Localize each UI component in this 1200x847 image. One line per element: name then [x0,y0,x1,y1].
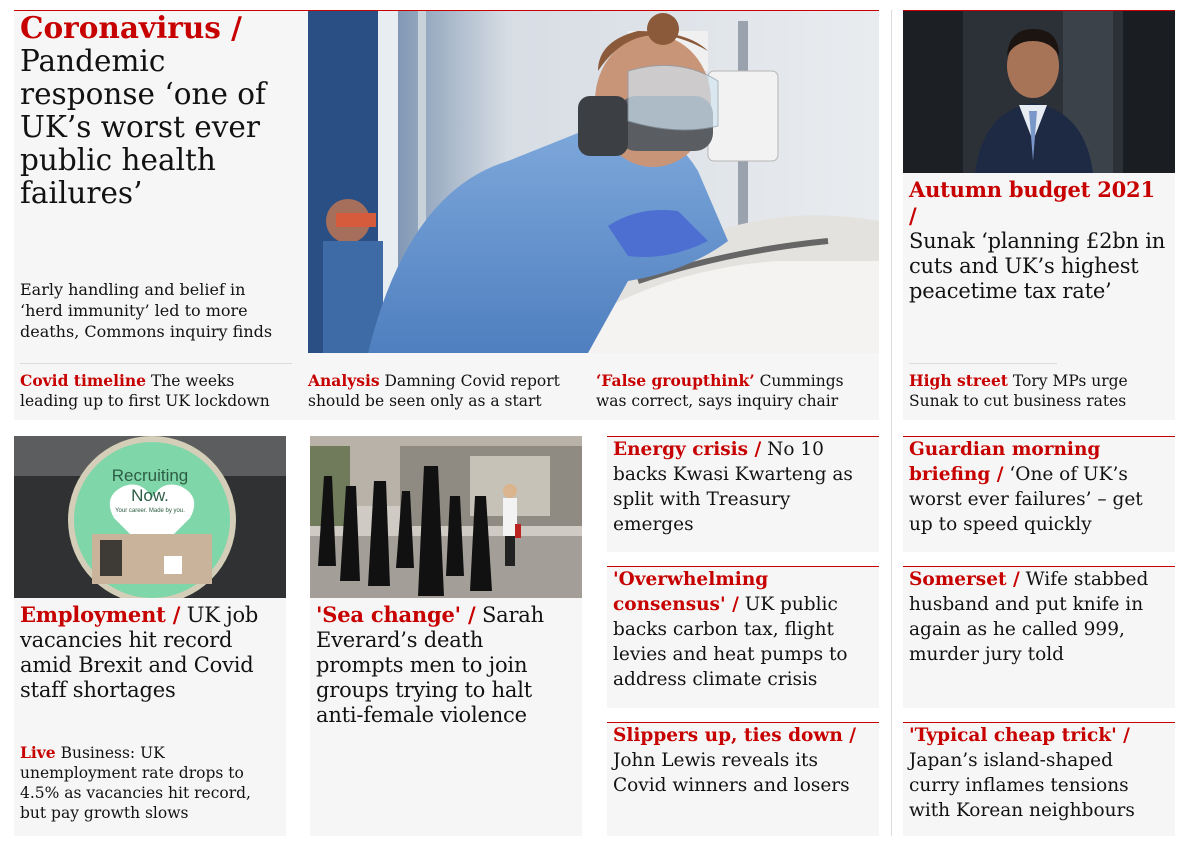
somerset-story-card[interactable] [903,566,1175,708]
briefing-headline[interactable]: Guardian morning briefing / ‘One of UK’s worst ever failures’ – get up to speed quickly [909,439,1143,535]
recruiting-sign-text: Recruiting Now. Your career. Made by you. [111,466,189,514]
lead-image-icu-nurse[interactable] [308,11,879,353]
employment-image-recruiting-sign[interactable] [14,436,286,598]
consensus-headline[interactable]: 'Overwhelming consensus' / UK public backs carbon tax, flight levies and heat pumps to address climate crisis [613,569,848,690]
somerset-headline[interactable]: Somerset / Wife stabbed husband and put knife in again as he called 999, murder jury told [909,569,1149,665]
consensus-story-card[interactable] [607,566,879,708]
lead-headline-text: Pandemic response ‘one of UK’s worst ever public health failures’ [20,44,266,210]
energy-story-card[interactable] [607,436,879,552]
budget-image-sunak[interactable] [903,11,1175,173]
slippers-story-card[interactable] [607,722,879,836]
sublink-false-groupthink[interactable]: ‘False groupthink’ Cummings was correct, says inquiry chair [596,371,844,410]
briefing-story-card[interactable] [903,436,1175,552]
lead-standfirst: Early handling and belief in ‘herd immunity’ led to more deaths, Commons inquiry finds [20,280,273,341]
seachange-headline[interactable]: 'Sea change' / Sarah Everard’s death prompts men to join groups trying to halt anti-female violence [316,602,544,727]
sublink-covid-timeline[interactable]: Covid timeline The weeks leading up to first UK lockdown [20,371,270,410]
seachange-story-card[interactable] [310,436,582,836]
lead-headline[interactable] [20,11,292,210]
recruiting-sign-icon [14,436,286,598]
column-divider [891,10,892,836]
sublink-high-street[interactable]: High street Tory MPs urge Sunak to cut business rates [909,371,1128,410]
budget-headline[interactable]: Autumn budget 2021 / Sunak ‘planning £2bn in cuts and UK’s highest peacetime tax rate’ [909,177,1166,303]
seachange-image-silhouettes[interactable] [310,436,582,598]
lead-story-card[interactable] [14,10,879,420]
budget-story-card[interactable] [903,10,1175,420]
slippers-headline[interactable]: Slippers up, ties down / John Lewis reveals its Covid winners and losers [613,725,856,796]
icu-photo-icon [308,11,879,353]
typical-headline[interactable]: 'Typical cheap trick' / Japan’s island-shaped curry inflames tensions with Korean neighbours [909,725,1135,821]
sublink-live-business[interactable]: Live Business: UK unemployment rate drops to 4.5% as vacancies hit record, but pay growth slows [20,743,251,822]
employment-headline[interactable]: Employment / UK job vacancies hit record amid Brexit and Covid staff shortages [20,602,259,702]
energy-headline[interactable]: Energy crisis / No 10 backs Kwasi Kwarteng as split with Treasury emerges [613,439,853,535]
typical-story-card[interactable] [903,722,1175,836]
sunak-photo-icon [903,11,1175,173]
employment-story-card[interactable] [14,436,286,836]
sublink-analysis[interactable]: Analysis Damning Covid report should be seen only as a start [308,371,560,410]
lead-kicker: Coronavirus / [20,10,242,45]
street-silhouettes-icon [310,436,582,598]
